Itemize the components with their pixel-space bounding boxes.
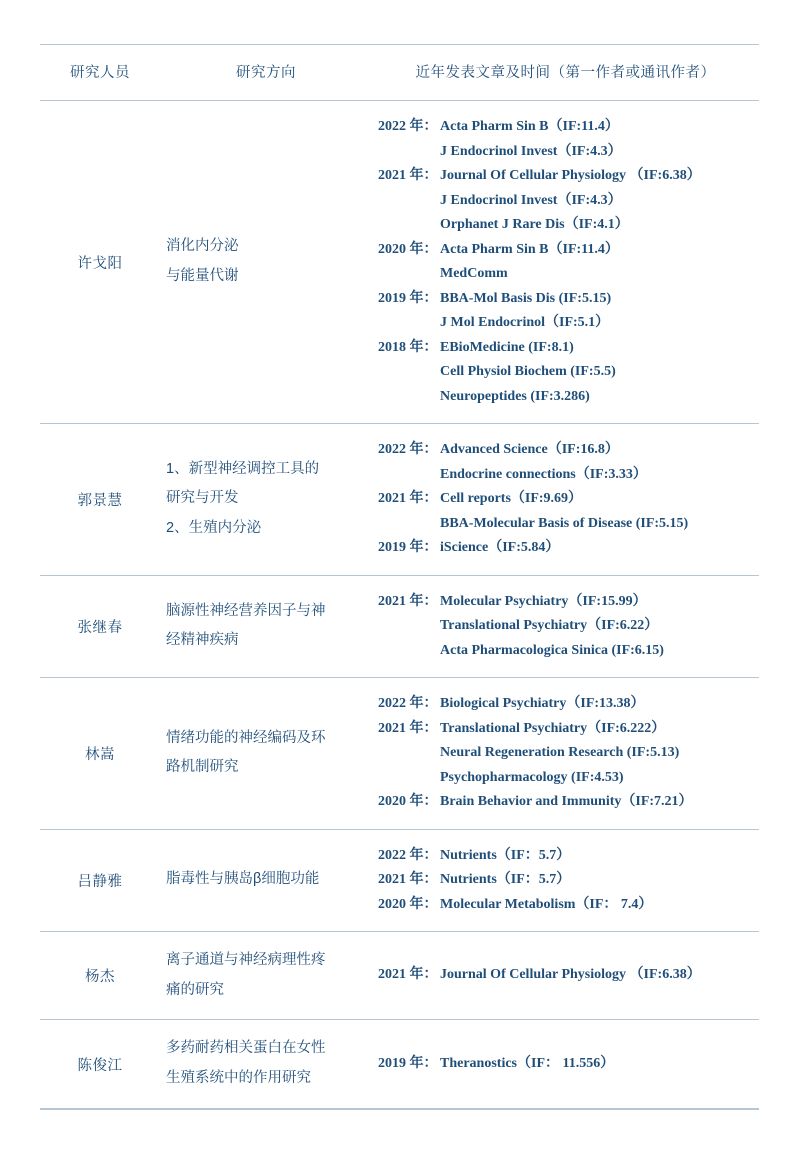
research-direction-line: 痛的研究 (166, 981, 224, 998)
publication-year: 2019 年： (378, 1055, 438, 1071)
research-direction-line: 消化内分泌 (166, 238, 239, 255)
publication-entry (378, 385, 753, 410)
publication-title: Neural Regeneration Research (IF:5.13) (440, 745, 680, 760)
table-row (40, 678, 759, 830)
table-bottom-rule (40, 1109, 759, 1110)
publication-entry (378, 287, 753, 312)
publication-entry (378, 487, 753, 512)
document-page (0, 44, 799, 1175)
publication-title: Theranostics（IF： 11.556） (440, 1055, 615, 1071)
publication-title: Journal Of Cellular Physiology （IF:6.38） (440, 168, 701, 183)
research-direction-line: 1、新型神经调控工具的 (166, 460, 320, 477)
publication-year: 2021 年： (378, 872, 438, 887)
publication-list (372, 932, 759, 1020)
publication-entry (378, 238, 753, 263)
publication-year: 2022 年： (378, 847, 438, 863)
publication-entry (378, 213, 753, 238)
table-row (40, 424, 759, 576)
publication-year: 2020 年： (378, 794, 438, 809)
publication-entry (378, 463, 753, 488)
publication-entry (378, 590, 753, 615)
publication-entry (378, 360, 753, 385)
researcher-name: 杨杰 (85, 969, 115, 986)
publication-title: Cell Physiol Biochem (IF:5.5) (440, 364, 616, 379)
publication-title: MedComm (440, 266, 508, 281)
researcher-name: 林嵩 (85, 746, 115, 763)
publication-entry (378, 1052, 753, 1077)
publication-entry (378, 868, 753, 893)
publication-entry (378, 512, 753, 537)
publication-title: Neuropeptides (IF:3.286) (440, 388, 590, 404)
researcher-name: 许戈阳 (77, 255, 123, 272)
publication-title: Biological Psychiatry（IF:13.38） (440, 696, 645, 711)
publication-title: Acta Pharm Sin B（IF:11.4） (440, 241, 619, 257)
publication-entry (378, 717, 753, 742)
publication-entry (378, 614, 753, 639)
table-row (40, 932, 759, 1020)
research-direction-line: 生殖系统中的作用研究 (166, 1070, 311, 1087)
publication-entry (378, 311, 753, 336)
researchers-table (40, 44, 759, 1109)
research-direction (160, 678, 372, 830)
publication-entry (378, 336, 753, 361)
publication-entry (378, 115, 753, 140)
publication-title: Translational Psychiatry（IF:6.222） (440, 720, 666, 736)
publication-entry (378, 790, 753, 815)
table-header (40, 45, 759, 101)
research-direction-line: 情绪功能的神经编码及环 (166, 729, 326, 746)
research-direction-line: 脑源性神经营养因子与神 (166, 602, 326, 619)
publication-entry (378, 262, 753, 287)
publication-year: 2021 年： (378, 491, 438, 506)
research-direction (160, 932, 372, 1020)
research-direction-line: 与能量代谢 (166, 268, 239, 284)
column-header-publications: 近年发表文章及时间（第一作者或通讯作者） (415, 65, 716, 81)
publication-title: Journal Of Cellular Physiology （IF:6.38） (440, 967, 701, 983)
publication-title: iScience（IF:5.84） (440, 540, 560, 555)
publication-title: Brain Behavior and Immunity（IF:7.21） (440, 794, 693, 809)
publication-year: 2020 年： (378, 241, 438, 257)
publication-year: 2022 年： (378, 442, 438, 457)
publication-title: Psychopharmacology (IF:4.53) (440, 769, 624, 785)
publication-entry (378, 438, 753, 463)
researcher-name: 吕静雅 (77, 873, 123, 890)
publication-list (372, 575, 759, 678)
research-direction-line: 脂毒性与胰岛β细胞功能 (166, 871, 320, 888)
publication-entry (378, 844, 753, 869)
publication-year: 2020 年： (378, 896, 438, 912)
research-direction (160, 829, 372, 932)
publication-title: Molecular Metabolism（IF： 7.4） (440, 896, 653, 912)
publication-entry (378, 692, 753, 717)
table-body (40, 101, 759, 1109)
publication-title: J Endocrinol Invest（IF:4.3） (440, 192, 622, 208)
research-direction-line: 离子通道与神经病理性疼 (166, 952, 326, 968)
publication-entry (378, 164, 753, 189)
publication-title: BBA-Mol Basis Dis (IF:5.15) (440, 290, 612, 306)
publication-title: Endocrine connections（IF:3.33） (440, 466, 647, 482)
publication-title: J Endocrinol Invest（IF:4.3） (440, 143, 622, 159)
publication-entry (378, 189, 753, 214)
publication-year: 2019 年： (378, 290, 438, 306)
publication-title: Advanced Science（IF:16.8） (440, 442, 619, 457)
publication-year: 2022 年： (378, 696, 438, 711)
publication-year: 2021 年： (378, 593, 438, 609)
publication-title: Cell reports（IF:9.69） (440, 491, 583, 506)
publication-title: Acta Pharmacologica Sinica (IF:6.15) (440, 642, 664, 658)
publication-entry (378, 766, 753, 791)
table-header-row (40, 45, 759, 101)
research-direction-line: 2、生殖内分泌 (166, 520, 262, 537)
publication-title: Translational Psychiatry（IF:6.22） (440, 618, 659, 633)
publication-title: Nutrients（IF：5.7） (440, 872, 571, 887)
researcher-name: 陈俊江 (77, 1057, 123, 1074)
publication-entry (378, 963, 753, 988)
publication-entry (378, 140, 753, 165)
publication-list (372, 1020, 759, 1108)
research-direction-line: 路机制研究 (166, 759, 239, 776)
publication-title: EBioMedicine (IF:8.1) (440, 339, 574, 355)
publication-list (372, 829, 759, 932)
publication-year: 2018 年： (378, 339, 438, 355)
column-header-researcher: 研究人员 (70, 65, 130, 81)
publication-title: Nutrients（IF：5.7） (440, 847, 571, 863)
research-direction-line: 研究与开发 (166, 490, 239, 507)
publication-title: BBA-Molecular Basis of Disease (IF:5.15) (440, 515, 689, 531)
publication-title: J Mol Endocrinol（IF:5.1） (440, 315, 610, 330)
publication-title: Orphanet J Rare Dis（IF:4.1） (440, 217, 629, 232)
researcher-name: 郭景慧 (77, 492, 123, 509)
publication-year: 2019 年： (378, 540, 438, 555)
publication-entry (378, 536, 753, 561)
publication-year: 2021 年： (378, 967, 438, 983)
research-direction-line: 经精神疾病 (166, 632, 239, 649)
publication-list (372, 424, 759, 576)
publication-list (372, 101, 759, 424)
publication-entry (378, 639, 753, 664)
publication-entry (378, 893, 753, 918)
column-header-direction: 研究方向 (236, 65, 296, 81)
publication-title: Molecular Psychiatry（IF:15.99） (440, 593, 647, 609)
table-row (40, 829, 759, 932)
publication-entry (378, 741, 753, 766)
publication-year: 2021 年： (378, 720, 438, 736)
research-direction (160, 575, 372, 678)
research-direction (160, 101, 372, 424)
publication-year: 2021 年： (378, 168, 438, 183)
research-direction-line: 多药耐药相关蛋白在女性 (166, 1040, 326, 1057)
publication-title: Acta Pharm Sin B（IF:11.4） (440, 119, 619, 134)
researcher-name: 张继春 (77, 619, 123, 636)
publication-year: 2022 年： (378, 119, 438, 134)
research-direction (160, 1020, 372, 1108)
research-direction (160, 424, 372, 576)
table-row (40, 1020, 759, 1108)
table-row (40, 101, 759, 424)
publication-list (372, 678, 759, 830)
table-row (40, 575, 759, 678)
